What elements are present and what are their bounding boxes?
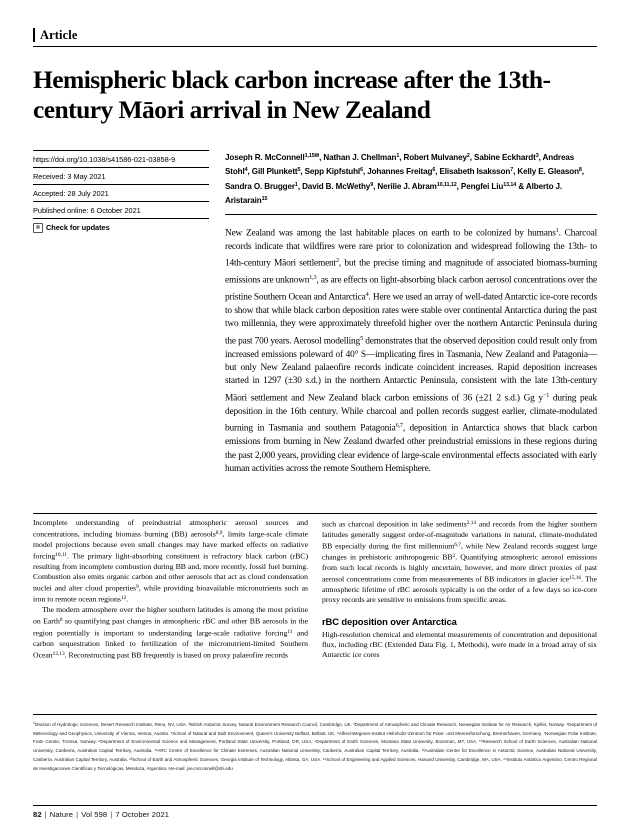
published-online-date: Published online: 6 October 2021: [33, 201, 209, 218]
text-run: The modern atmosphere over the higher southern latitudes is among the most pristine on Earth: [33, 605, 308, 626]
kicker-divider: [33, 46, 597, 47]
doi-link[interactable]: https://doi.org/10.1038/s41586-021-03858-9: [33, 150, 209, 167]
affiliations-text: Division of Hydrologic Sciences, Desert Research Institute, Reno, NV, USA. ²British Antarctic Survey, Natural Environment Research Council, Cambridge, UK. ³Department of Atmospheric and Climate Research, Norwegian Institute for Air Research, Kjeller, Norway. ⁴Department of Meteorology and Geophysics, University of Vienna, Vienna, Austria. ⁵School of Natural and Built Environment, Queen's University Belfast, Belfast, UK. ⁶Alfred-Wegener-Institut Helmholtz-Zentrum für Polar- und Meeresforschung, Bremerhaven, Germany. ⁷Norwegian Polar Institute, Fram Centre, Tromsø, Norway. ⁸Department of Environmental Science and Management, Portland State University, Portland, OR, USA. ⁹Department of Earth Sciences, Montana State University, Bozeman, MT, USA. ¹⁰Research School of Earth Sciences, Australian National University, Canberra, Australian Capital Territory, Australia. ¹¹ARC Centre of Excellence for Climate Extremes, Australian National University, Canberra, Australian Capital Territory, Australia. ¹²Australian Centre for Excellence in Antarctic Science, Australian National University, Canberra, Australian Capital Territory, Australia. ¹³School of Earth and Atmospheric Sciences, Georgia Institute of Technology, Atlanta, GA, USA. ¹⁴School of Engineering and Applied Sciences, Harvard University, Cambridge, MA, USA. ¹⁵Instituto Antártico Argentino, Centro Regional de Investigaciones Científicas y Tecnológicas, Mendoza, Argentina. ✉e-mail: joe.mcconnell@dri.edu: [33, 721, 597, 771]
abstract-segment: during peak deposition in the 16th century. While charcoal and pollen records suggest earlier, climate-modulated burning in Tasmania and southern Patagonia: [225, 393, 597, 434]
author-name[interactable]: & Alberto J. Aristarain: [225, 181, 563, 206]
author-affil-marker: 1,15✉: [304, 153, 320, 159]
author-affil-marker: 5: [297, 167, 301, 174]
footer-divider: [33, 805, 597, 806]
text-run: , limits large-scale climate model projections because even small changes may have marked effects on radiative forcing: [33, 529, 308, 561]
author-name[interactable]: , Andreas Stohl: [225, 153, 575, 177]
author-affil-marker: 6: [360, 167, 363, 174]
section-heading: rBC deposition over Antarctica: [322, 616, 457, 628]
footer-separator: |: [76, 810, 79, 819]
body-divider: [33, 513, 597, 514]
author-name[interactable]: , Sandra O. Brugger: [225, 167, 584, 191]
citation-ref[interactable]: 6,7: [395, 422, 403, 430]
author-name[interactable]: , Nathan J. Chellman: [319, 153, 397, 163]
article-metadata-sidebar: [33, 150, 209, 233]
check-for-updates-label: Check for updates: [46, 223, 110, 232]
text-run: .: [126, 595, 129, 605]
author-affil-marker: 8: [578, 167, 582, 174]
citation-ref[interactable]: 8,9: [215, 530, 223, 537]
citation-ref[interactable]: 5: [360, 334, 364, 342]
author-name[interactable]: , Kelly E. Gleason: [513, 167, 579, 177]
author-affil-marker: 7: [510, 167, 514, 174]
abstract-segment: . Charcoal records indicate that wildfires were rare prior to colonization and widespread following the 13th- to 14th-century Māori settlement: [225, 228, 597, 269]
citation-ref[interactable]: 2: [452, 553, 456, 560]
author-affil-marker: 10,11,12: [436, 181, 457, 188]
text-run: . Quantifying atmospheric aerosol emissions from such local records is highly uncertain, however, and more direct proxies of past aerosol concentrations come from measurements of BB indicators in glacier ice: [322, 553, 597, 584]
author-affil-marker: 1: [294, 181, 298, 188]
paragraph: [322, 518, 597, 605]
author-affil-marker: 2: [466, 153, 470, 159]
author-name[interactable]: , David B. McWethy: [297, 181, 371, 191]
footer-separator: |: [44, 810, 47, 819]
page-footer: [33, 810, 597, 820]
volume-label: Vol 598: [81, 810, 108, 819]
author-name[interactable]: , Nerilie J. Abram: [373, 181, 437, 191]
abstract-segment: New Zealand was among the last habitable places on earth to be colonized by humans: [225, 228, 556, 239]
author-name[interactable]: , Pengfei Liu: [456, 181, 504, 191]
paragraph: [33, 605, 308, 660]
citation-ref[interactable]: 8: [59, 617, 63, 624]
footer-separator: |: [110, 810, 113, 819]
citation-ref[interactable]: 12: [120, 595, 127, 602]
author-affil-marker: 9: [370, 181, 374, 188]
citation-ref[interactable]: 11: [287, 628, 293, 635]
text-run: . The atmospheric lifetime of rBC aerosols typically is on the order of a few days so ice-core proxy records are sensitive to emissions from specific areas.: [322, 574, 597, 605]
text-run: such as charcoal deposition in lake sediments: [322, 519, 467, 529]
check-for-updates-icon: [33, 223, 43, 233]
author-name[interactable]: Joseph R. McConnell: [225, 153, 305, 163]
author-name[interactable]: , Johannes Freitag: [362, 167, 433, 177]
author-name[interactable]: , Gill Plunkett: [247, 167, 298, 177]
affiliations-block: [33, 719, 597, 773]
author-affil-marker: 1: [396, 153, 400, 159]
citation-ref[interactable]: 2: [335, 257, 339, 265]
text-run: . Reconstructing past BB frequently is based on proxy palaeofire records: [64, 650, 288, 660]
author-affil-marker: 6: [432, 167, 436, 174]
citation-ref[interactable]: 10,11: [55, 551, 67, 558]
abstract-segment: , as are effects on light-absorbing black carbon aerosol concentrations over the pristine Southern Ocean and Antarctica: [225, 275, 597, 303]
author-name[interactable]: , Elisabeth Isaksson: [435, 167, 511, 177]
text-run: Incomplete understanding of preindustrial atmospheric aerosol sources and concentrations, including biomass burning (BB) aerosols: [33, 518, 308, 539]
author-name[interactable]: , Sabine Eckhardt: [469, 153, 536, 163]
paragraph: [33, 518, 308, 605]
author-affil-marker: 4: [244, 167, 248, 174]
body-column-right: [322, 518, 597, 660]
affiliations-divider: [33, 714, 597, 715]
author-name[interactable]: , Robert Mulvaney: [399, 153, 467, 163]
text-run: and records from the higher southern latitudes generally suggest order-of-magnitude variations in natural, climate-modulated BB especially during the first millennium: [322, 519, 597, 551]
citation-ref[interactable]: 4: [365, 290, 369, 298]
text-run: . The primary light-absorbing constituent is refractory black carbon (rBC) resulting from incomplete combustion during BB and, more recently, fossil fuel burning. Combustion also emits organic carbon and other aerosols that act as cloud condensation nuclei and alter cloud properties: [33, 551, 308, 593]
author-affil-marker: 15: [261, 196, 268, 203]
abstract-segment: , but the precise timing and magnitude of associated biomass-burning emissions are unknown: [225, 258, 597, 286]
abstract-divider: [225, 214, 597, 215]
citation-ref[interactable]: 12,13: [52, 650, 65, 657]
author-affil-marker: 3: [535, 153, 539, 159]
page-title: Hemispheric black carbon increase after the 13th-century Māori arrival in New Zealand: [33, 65, 551, 125]
citation-ref[interactable]: 1: [555, 227, 559, 234]
author-name[interactable]: , Sepp Kipfstuhl: [300, 167, 361, 177]
article-kicker-block: [33, 28, 597, 47]
text-run: so quantifying past changes in atmospheric rBC and other BB aerosols in the region potentially is important to understanding large-scale radiative forcing: [33, 616, 309, 638]
affiliation-marker: 1: [33, 721, 35, 725]
received-date: Received: 3 May 2021: [33, 167, 209, 184]
abstract-segment: , deposition in Antarctica shows that black carbon emissions from burning in New Zealand dwarfed other preindustrial emissions in these regions during the past 2,000 years, providing clear evidence of large-scale environmental effects associated with early human activities across the remote Southern Hemisphere.: [225, 423, 598, 474]
author-list: [225, 150, 597, 208]
citation-ref[interactable]: 6,7: [454, 541, 461, 548]
text-run: and carbon sequestration linked to fertilization of the micronutrient-limited Southern Ocean: [33, 628, 308, 660]
citation-ref[interactable]: 1,3: [309, 274, 317, 282]
page-number: 82: [33, 810, 42, 819]
text-run: , while providing bioavailable micronutrients such as iron to remote ocean regions: [33, 583, 308, 605]
abstract-text: [225, 224, 597, 476]
article-type-label: Article: [33, 28, 597, 42]
citation-ref[interactable]: 15,16: [569, 575, 582, 582]
citation-ref[interactable]: 2,14: [466, 520, 477, 526]
paragraph: High-resolution chemical and elemental measurements of concentration and depositional flux, including rBC (Extended Data Fig. 1, Methods), were made in a broad array of six Antarctic ice cores: [322, 630, 597, 660]
body-column-left: [33, 518, 308, 660]
journal-name: Nature: [49, 810, 74, 819]
citation-ref[interactable]: 9: [136, 583, 139, 590]
issue-date: 7 October 2021: [115, 810, 170, 819]
text-run: , while New Zealand records suggest large changes in prehistoric anthropogenic BB: [322, 541, 598, 563]
check-for-updates-button[interactable]: [33, 218, 209, 233]
abstract-segment: demonstrates that the observed deposition could result only from increased emissions poleward of 40° S—implicating fires in Tasmania, New Zealand and Patagonia—but only New Zealand palaeofire records indicate coincident increases. Rapid deposition increases started in 1297 (±30 s.d.) in the northern Antarctic Peninsula, consistent with the late 13th-century Māori settlement and New Zealand black carbon emissions of 36 (±21 2 s.d.) Gg y: [225, 336, 598, 404]
unit-exponent: −1: [542, 391, 550, 399]
accepted-date: Accepted: 28 July 2021: [33, 184, 209, 201]
author-affil-marker: 13,14: [503, 181, 517, 188]
abstract-segment: . Here we used an array of well-dated Antarctic ice-core records to show that while black carbon deposition rates were stable over continental Antarctica during the past two millennia, they were approximately threefold higher over the northern Antarctic Peninsula during the past 700 years. Aerosol modelling: [225, 292, 597, 347]
